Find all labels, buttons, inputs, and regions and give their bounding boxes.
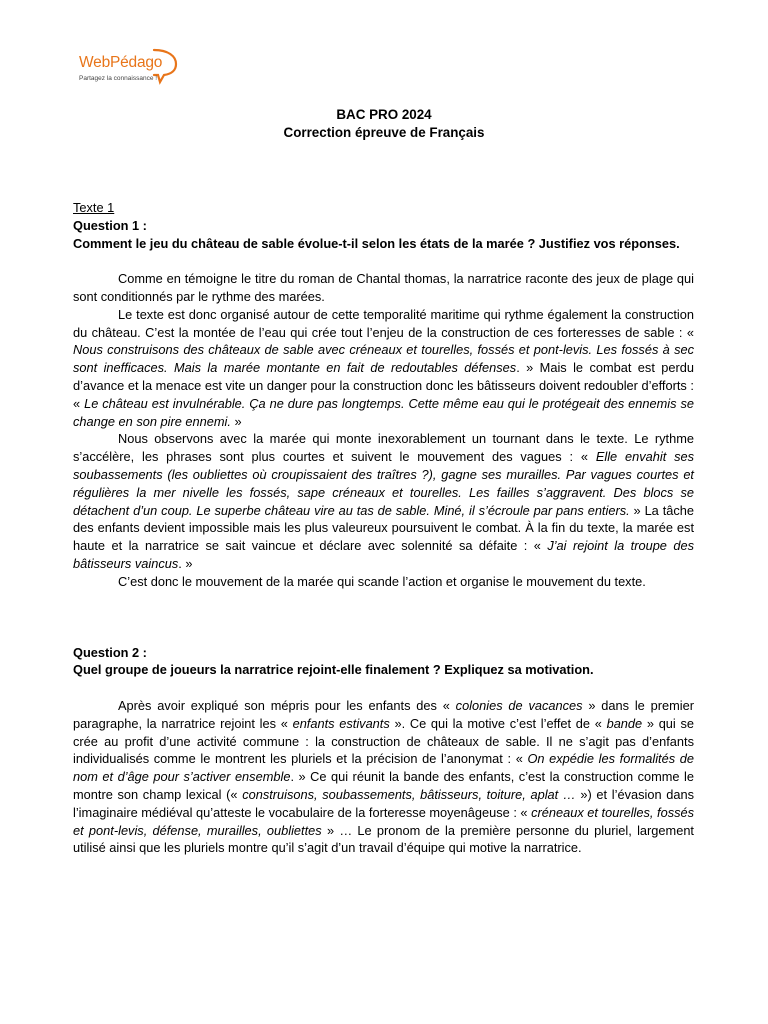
- logo-tagline: Partagez la connaissance !: [79, 75, 158, 82]
- question-1-text: Comment le jeu du château de sable évolue-t-il selon les états de la marée ? Justifiez vos réponses.: [73, 235, 680, 251]
- answer-2-paragraph-1: Après avoir expliqué son mépris pour les enfants des « colonies de vacances » dans le premier paragraphe, la narratrice rejoint les « enfants estivants ». Ce qui la motive c’est l’effet de « bande » qui se crée au profit d’une activité commune : la construction de châteaux de sable. Il ne s’agit pas d’enfants individualisés comme le montrent les pluriels et la précision de l’anonymat : « On expédie les formalités de nom et d’âge pour s’activer ensemble. » Ce qui réunit la bande des enfants, c’est la construction comme le montre son champ lexical (« construisons, soubassements, bâtisseurs, toiture, aplat … ») et l’évasion dans l’imaginaire médiéval qu’atteste le vocabulaire de la forteresse moyenâgeuse : « créneaux et tourelles, fossés et pont-levis, défense, murailles, oubliettes » … Le pronom de la première personne du pluriel, largement utilisé ainsi que les pluriels montre qu’il s’agit d’un travail d’équipe qui motive la narratrice.: [73, 697, 695, 856]
- question-2-text: Quel groupe de joueurs la narratrice rejoint-elle finalement ? Expliquez sa motivation.: [73, 662, 594, 678]
- question-2-label: Question 2 :: [73, 644, 147, 660]
- document-body: [73, 199, 694, 857]
- answer-1-paragraph-1: Comme en témoigne le titre du roman de Chantal thomas, la narratrice raconte des jeux de plage qui sont conditionnés par le rythme des marées.: [73, 271, 694, 304]
- question-1-label: Question 1 :: [73, 217, 147, 233]
- page-title-line1: BAC PRO 2024: [336, 107, 432, 122]
- webpedago-logo: [76, 44, 186, 88]
- logo-name: WebPédago: [79, 54, 163, 71]
- answer-1-paragraph-2: Le texte est donc organisé autour de cette temporalité maritime qui rythme également la construction du château. C’est la montée de l’eau qui crée tout l’enjeu de la construction de ces forteresses de sable : « Nous construisons des châteaux de sable avec créneaux et tourelles, fossés et pont-levis. Les fossés à sec sont inefficaces. Mais la marée montante en fait de redoutables défenses. » Mais le combat est perdu d’avance et la menace est vite un danger pour la construction donc les bâtisseurs doivent redoubler d’efforts : « Le château est invulnérable. Ça ne dure pas longtemps. Cette même eau qui le protégeait des ennemis se change en son pire ennemi. »: [73, 306, 695, 429]
- answer-1-paragraph-4: C’est donc le mouvement de la marée qui scande l’action et organise le mouvement du texte.: [118, 573, 646, 589]
- page-title-line2: Correction épreuve de Français: [283, 125, 485, 140]
- section-label: Texte 1: [73, 200, 115, 215]
- answer-1-paragraph-3: Nous observons avec la marée qui monte inexorablement un tournant dans le texte. Le rythme s’accélère, les phrases sont plus courtes et suivent le mouvement des vagues : « Elle envahit ses soubassements (les oubliettes où croupissaient des traîtres ?), gagne ses murailles. Par vagues courtes et régulières la mer nivelle les fossés, sape créneaux et tourelles. Les failles s’aggravent. Des blocs se détachent d’un coup. Le superbe château vire au tas de sable. Miné, il s’écroule par pans entiers. » La tâche des enfants devient impossible mais les plus valeureux poursuivent le combat. À la fin du texte, la marée est haute et la narratrice se sait vaincue et déclare avec solennité sa défaite : « J’ai rejoint la troupe des bâtisseurs vaincus. »: [73, 431, 694, 571]
